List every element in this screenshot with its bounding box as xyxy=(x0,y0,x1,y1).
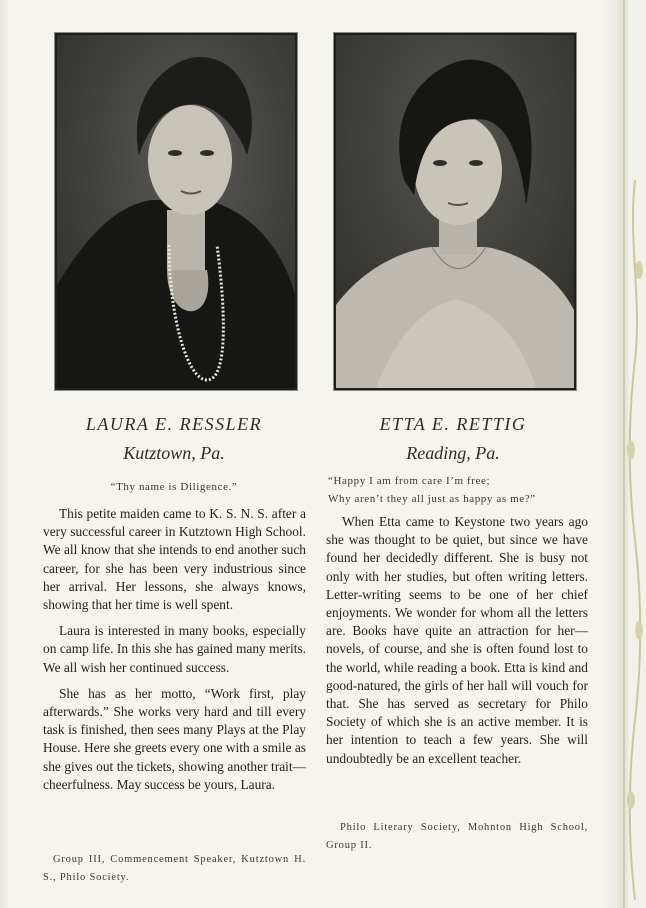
biography-left xyxy=(43,505,306,802)
biography-right xyxy=(326,513,588,776)
motto-right xyxy=(328,472,598,508)
motto-line: Why aren’t they all just as happy as me?” xyxy=(328,493,536,505)
biography-paragraph: This petite maiden came to K. S. N. S. after a very successful career in Kutztown High School. We all know that she intends to end another such career, for she has been very industrious since her arrival. Her lessons, she always knows, showing that her time is well spent. xyxy=(43,506,306,613)
portrait-etta-rettig xyxy=(334,33,576,390)
biography-paragraph: She has as her motto, “Work first, play afterwards.” She works very hard and till every task is finished, then sees many Plays at the Play House. Here she greets every one with a smile as she gives out the tickets, showing another trait—cheerfulness. May success be yours, Laura. xyxy=(43,685,306,792)
portrait-laura-ressler xyxy=(55,33,297,390)
student-name-left: LAURA E. RESSLER xyxy=(85,414,263,434)
hometown-right: Reading, Pa. xyxy=(406,443,500,463)
page-binding-edge xyxy=(623,0,625,908)
biography-paragraph: Laura is interested in many books, especially on camp life. In this she has gained many merits. We all wish her continued success. xyxy=(43,623,306,675)
activities-left: Group III, Commencement Speaker, Kutztown H. S., Philo Society. xyxy=(43,854,306,883)
biography-paragraph: When Etta came to Keystone two years ago she was thought to be quiet, but since we have found her decidedly different. She is busy not only with her studies, but often writing letters. Letter-writing seems to be one of her chief enjoyments. We wonder for whom all the letters are. Books have quite an attraction for her—novels, of course, and she is often found lost to the world, while reading a book. Etta is kind and good-natured, the girls of her hall will vouch for that. She has served as secretary for Philo Society of which she is an active member. It is her intention to teach a few years. She will undoubtedly be an excellent teacher. xyxy=(326,514,588,766)
hometown-left: Kutztown, Pa. xyxy=(123,443,225,463)
motto-left: “Thy name is Diligence.” xyxy=(110,481,238,493)
activities-right: Philo Literary Society, Mohnton High School, Group II. xyxy=(326,822,588,851)
motto-line: “Happy I am from care I’m free; xyxy=(328,475,491,487)
floral-border-ornament xyxy=(626,180,644,900)
student-name-right: ETTA E. RETTIG xyxy=(379,414,527,434)
